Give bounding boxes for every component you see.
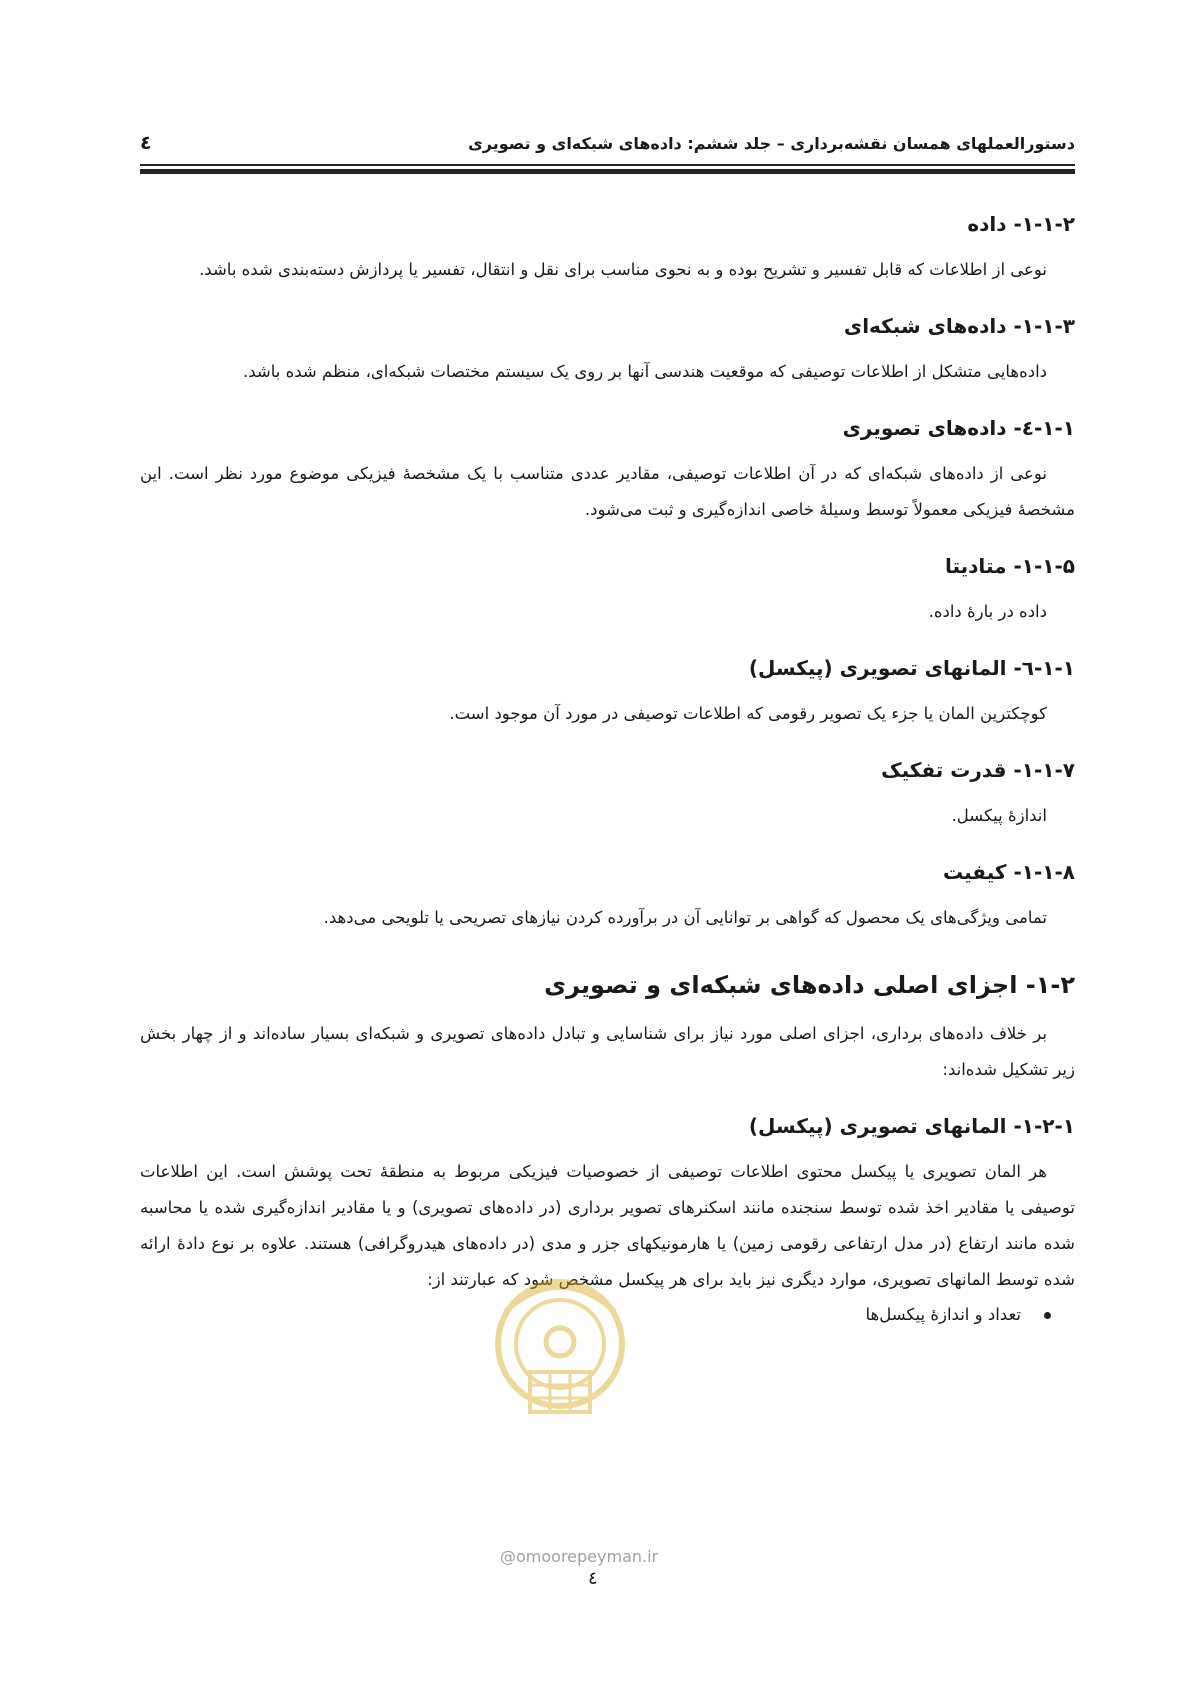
page-content: [140, 186, 1075, 1332]
list-item: تعداد و اندازهٔ پیکسل‌ها: [140, 1298, 1021, 1332]
page-header: [140, 128, 1075, 162]
section-body-resolution: اندازهٔ پیکسل.: [951, 806, 1047, 825]
header-rule-thick: [140, 169, 1075, 174]
header-page-number: ٤: [140, 132, 152, 154]
section-body-pixel: کوچکترین المان یا جزء یک تصویر رقومی که اطلاعات توصیفی در مورد آن موجود است.: [449, 704, 1047, 723]
section-body-data: نوعی از اطلاعات که قابل تفسیر و تشریح بوده و به نحوی مناسب برای نقل و انتقال، تفسیر یا پردازش دسته‌بندی شده باشد.: [199, 260, 1047, 279]
watermark-text: @omoorepeyman.ir: [500, 1547, 659, 1566]
section-heading-pixel-elements: ۱-۲-۱- المانهای تصویری (پیکسل): [748, 1114, 1075, 1138]
section-heading-image-data: ۱-۱-٤- داده‌های تصویری: [842, 416, 1075, 440]
header-rule-thin: [140, 164, 1075, 166]
footer-page-number: ٤: [588, 1568, 598, 1589]
section-body-image-data: نوعی از داده‌های شبکه‌ای که در آن اطلاعات توصیفی، مقادیر عددی متناسب با یک مشخصهٔ فیزیکی موضوع مورد نظر است. این مشخصهٔ فیزیکی معمولاً توسط وسیلهٔ خاصی اندازه‌گیری و ثبت می‌شود.: [140, 464, 1075, 519]
section-heading-resolution: ۱-۱-۷- قدرت تفکیک: [881, 758, 1075, 782]
main-section-body: بر خلاف داده‌های برداری، اجزای اصلی مورد نیاز برای شناسایی و تبادل داده‌های تصویری و شبکه‌ای بسیار ساده‌اند و از چهار بخش زیر تشکیل شده‌اند:: [140, 1024, 1075, 1079]
section-heading-metadata: ۱-۱-۵- متادیتا: [944, 554, 1075, 578]
section-body-pixel-elements: هر المان تصویری یا پیکسل محتوی اطلاعات توصیفی از خصوصیات فیزیکی مربوط به منطقهٔ تحت پوشش است. این اطلاعات توصیفی یا مقادیر اخذ شده توسط سنجنده مانند اسکنرهای تصویر برداری (در داده‌های تصویری) و یا مقادیر اندازه‌گیری شده یا محاسبه شده مانند ارتفاع (در مدل ارتفاعی رقومی زمین) یا هارمونیکهای جزر و مدی (در داده‌های هیدروگرافی) هستند. علاوه بر نوع دادهٔ ارائه شده توسط المانهای تصویری، موارد دیگری نیز باید برای هر پیکسل مشخص شود که عبارتند از:: [140, 1162, 1075, 1289]
section-body-quality: تمامی ویژگی‌های یک محصول که گواهی بر توانایی آن در برآورده کردن نیازهای تصریحی یا تلویحی می‌دهد.: [323, 908, 1047, 927]
section-heading-raster-data: ۱-۱-۳- داده‌های شبکه‌ای: [843, 314, 1075, 338]
section-heading-data: ۱-۱-۲- داده: [967, 212, 1075, 236]
main-section-heading: ۱-۲- اجزای اصلی داده‌های شبکه‌ای و تصویری: [544, 971, 1075, 999]
bullet-list: [140, 1298, 1075, 1332]
section-heading-pixel: ۱-۱-٦- المانهای تصویری (پیکسل): [748, 656, 1075, 680]
section-body-raster-data: داده‌هایی متشکل از اطلاعات توصیفی که موقعیت هندسی آنها بر روی یک سیستم مختصات شبکه‌ای، منظم شده باشد.: [243, 362, 1047, 381]
section-heading-quality: ۱-۱-۸- کیفیت: [942, 860, 1075, 884]
section-body-metadata: داده در بارهٔ داده.: [928, 602, 1047, 621]
header-title: دستورالعملهای همسان نقشه‌برداری – جلد ششم: داده‌های شبکه‌ای و تصویری: [468, 134, 1075, 153]
